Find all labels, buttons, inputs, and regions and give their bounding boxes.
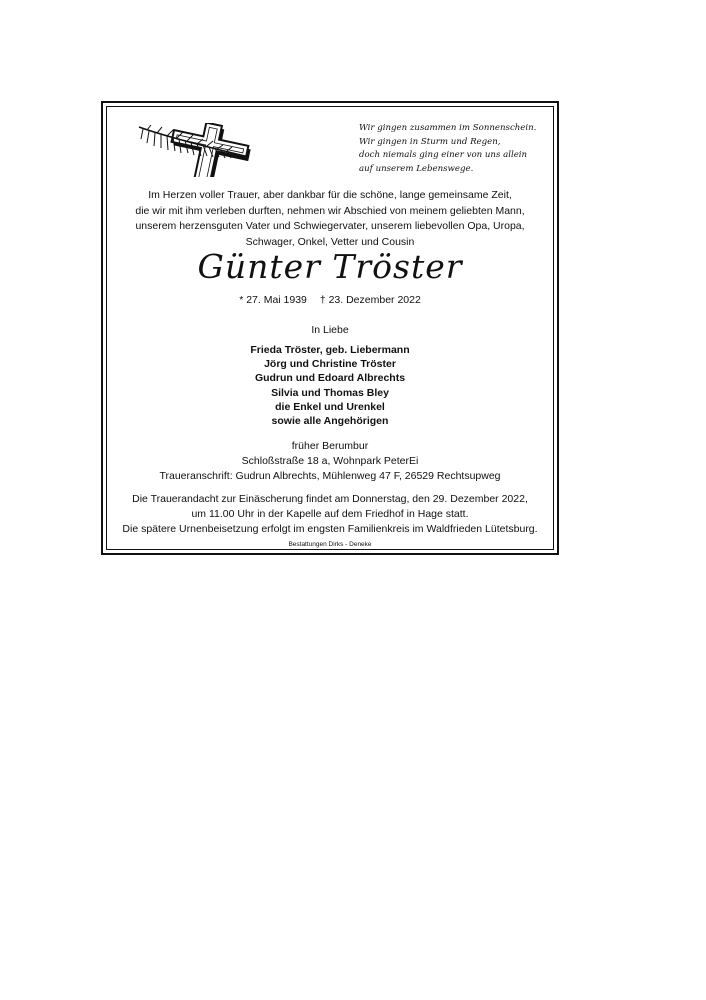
- service-line: um 11.00 Uhr in der Kapelle auf dem Friedhof in Hage statt.: [191, 508, 469, 520]
- mourner-line: Jörg und Christine Tröster: [264, 358, 396, 371]
- poem-line: Wir gingen zusammen im Sonnenschein.: [359, 123, 537, 133]
- obituary-notice: [101, 101, 559, 555]
- service-info: [107, 492, 553, 537]
- intro-text: [107, 188, 553, 250]
- mourner-line: Frieda Tröster, geb. Liebermann: [250, 344, 410, 356]
- mourner-line: Gudrun und Edoard Albrechts: [254, 372, 406, 385]
- address-line: früher Berumbur: [291, 440, 369, 452]
- death-date: † 23. Dezember 2022: [319, 294, 421, 306]
- mourner-line: sowie alle Angehörigen: [271, 415, 389, 428]
- memorial-poem: [359, 122, 559, 176]
- poem-line: auf unserem Lebenswege.: [359, 163, 474, 174]
- poem-line: Wir gingen in Sturm und Regen,: [359, 136, 501, 147]
- undertaker-credit: Bestattungen Dirks - Deneke: [288, 541, 372, 548]
- notice-inner-border: [106, 106, 554, 550]
- service-line: Die spätere Urnenbeisetzung erfolgt im engsten Familienkreis im Waldfrieden Lütetsburg.: [122, 523, 538, 535]
- intro-line: Im Herzen voller Trauer, aber dankbar für die schöne, lange gemeinsame Zeit,: [148, 189, 512, 201]
- address-line: Schloßstraße 18 a, Wohnpark PeterEi: [241, 455, 419, 467]
- intro-line: die wir mit ihm verleben durften, nehmen wir Abschied von meinem geliebten Mann,: [135, 204, 525, 217]
- intro-line: Schwager, Onkel, Vetter und Cousin: [245, 235, 415, 248]
- service-line: Die Trauerandacht zur Einäscherung findet am Donnerstag, den 29. Dezember 2022,: [132, 493, 528, 505]
- address-block: [107, 439, 553, 484]
- deceased-name: Günter Tröster: [197, 247, 463, 286]
- life-dates: [107, 293, 553, 307]
- mourner-line: Silvia und Thomas Bley: [271, 386, 389, 399]
- in-love-label: In Liebe: [311, 324, 349, 336]
- cross-with-palm-frond-icon: [137, 123, 265, 177]
- intro-line: unserem herzensguten Vater und Schwiegervater, unserem liebevollen Opa, Uropa,: [135, 220, 525, 232]
- mourners-list: [107, 343, 553, 428]
- poem-line: doch niemals ging einer von uns allein: [359, 150, 528, 161]
- mourner-line: die Enkel und Urenkel: [275, 400, 385, 413]
- birth-date: * 27. Mai 1939: [239, 294, 307, 306]
- address-line: Traueranschrift: Gudrun Albrechts, Mühlenweg 47 F, 26529 Rechtsupweg: [159, 470, 501, 482]
